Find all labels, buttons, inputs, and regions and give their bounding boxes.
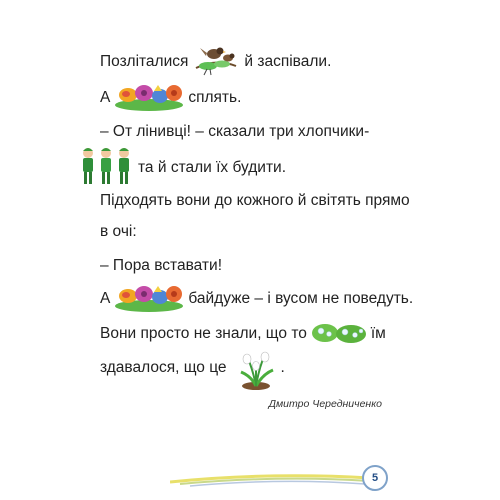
line-1-before: Позліталися — [100, 53, 189, 70]
text-line-4 — [78, 146, 286, 190]
line-1-after: й заспівали. — [244, 53, 332, 70]
line-8-before: А — [100, 290, 111, 307]
text-line-3 — [100, 118, 369, 146]
text-line-2 — [100, 84, 241, 112]
page-number: 5 — [362, 465, 388, 491]
text-line-5 — [100, 187, 410, 215]
text-line-1 — [100, 48, 331, 76]
birds-icon — [192, 44, 240, 81]
line-10-after: . — [280, 359, 285, 376]
flowers-icon — [114, 81, 184, 116]
text-line-6 — [100, 218, 137, 246]
text-line-8 — [100, 285, 413, 313]
author-signature: Дмитро Чередниченко — [268, 398, 382, 410]
line-2-after: сплять. — [188, 89, 242, 106]
line-7-text: – Пора вставати! — [100, 257, 222, 274]
line-8-after: байдуже – і вусом не поведуть. — [188, 290, 414, 307]
flowers-icon — [114, 282, 184, 317]
line-5-text: Підходять вони до кожного й світять прямо — [100, 192, 410, 209]
line-9-after: їм — [370, 325, 386, 342]
text-line-10 — [100, 342, 285, 394]
snowdrops-icon — [233, 340, 279, 397]
line-6-text: в очі: — [100, 223, 137, 240]
line-3-text: – От лінивці! – сказали три хлопчики- — [100, 123, 370, 140]
line-4-after: та й стали їх будити. — [138, 159, 287, 176]
decorative-swoosh — [170, 470, 370, 488]
three-boys-icon — [78, 144, 134, 193]
line-9-before: Вони просто не знали, що то — [100, 325, 307, 342]
dew-drops-icon — [311, 319, 367, 350]
line-10-before: здавалося, що це — [100, 359, 227, 376]
line-2-before: А — [100, 89, 111, 106]
text-line-7 — [100, 252, 222, 280]
